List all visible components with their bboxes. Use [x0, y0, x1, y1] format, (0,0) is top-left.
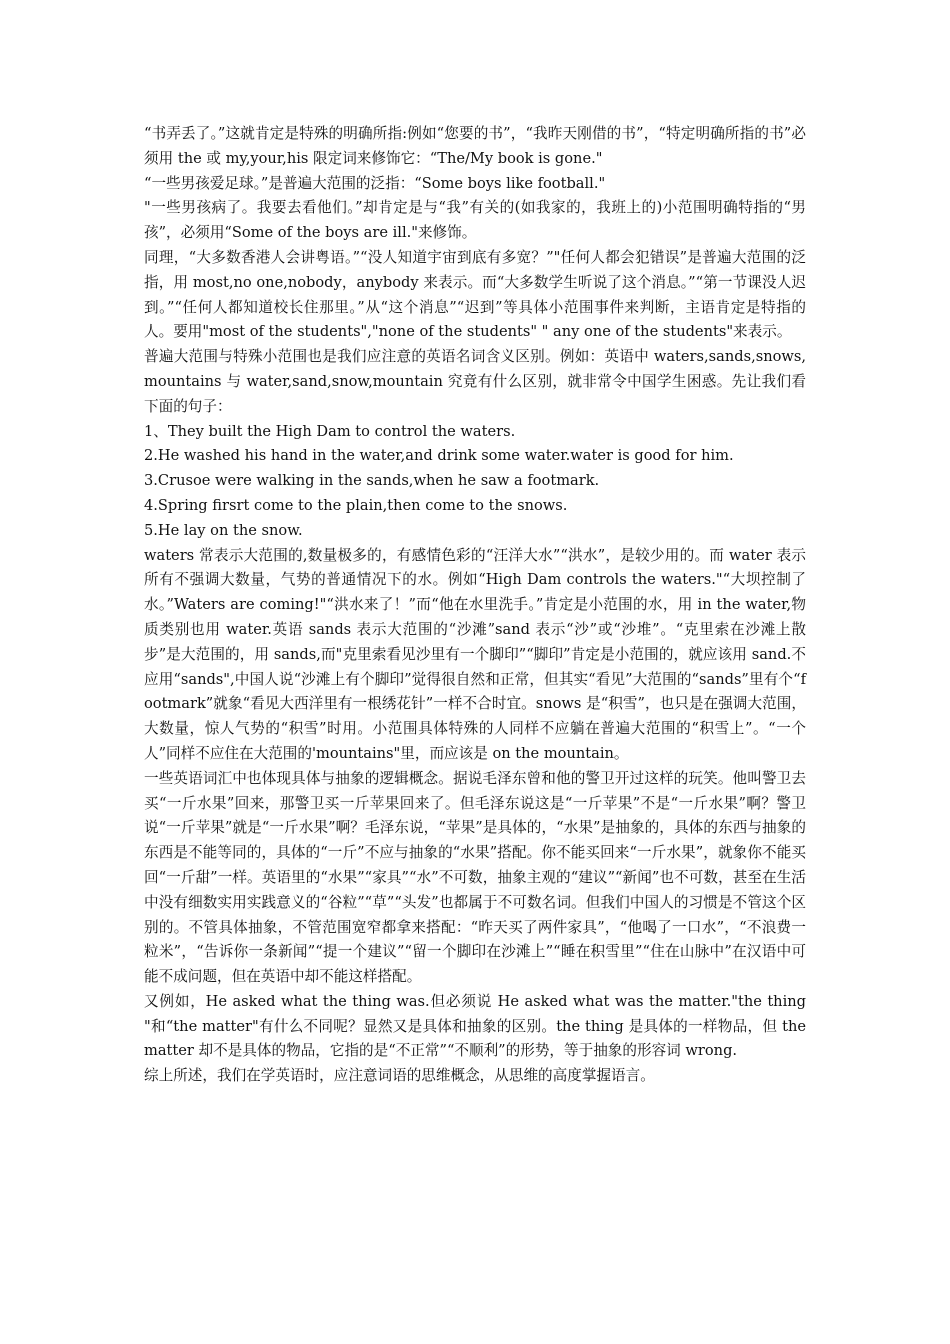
paragraph-4: 同理，“大多数香港人会讲粤语。”“没人知道宇宙到底有多宽？”"任何人都会犯错误”是普遍大范围的泛指，用 most,no one,nobody，anybody 来表示。而“大多数学生听说了这个消息。”“第一节课没人迟到。”“任何人都知道校长住那里。”从“这个消息”“迟到”等具体小范围事件来判断，主语肯定是特指的人。要用"most of the students","none of the students" " any one of the students"来表示。: [144, 248, 806, 341]
paragraph-waters-explanation: waters 常表示大范围的,数量极多的，有感情色彩的“汪洋大水”“洪水”，是较少用的。而 water 表示所有不强调大数量，气势的普通情况下的水。例如“High Dam controls the waters."“大坝控制了水。”Waters are coming!"“洪水来了！”而“他在水里洗手。”肯定是小范围的水，用 in the water,物质类别也用 water.英语 sands 表示大范围的“沙滩”sand 表示“沙”或“沙堆”。“克里索在沙滩上散步”是大范围的，用 sands,而"克里索看见沙里有一个脚印”“脚印”肯定是小范围的，就应该用 sand.不应用“sands",中国人说“沙滩上有个脚印”觉得很自然和正常，但其实“看见”大范围的“sands”里有个“footmark”就象“看见大西洋里有一根绣花针”一样不合时宜。snows 是“积雪”，也只是在强调大范围，大数量，惊人气势的“积雪”时用。小范围具体特殊的人同样不应躺在普遍大范围的“积雪上”。“一个人”同样不应住在大范围的'mountains"里，而应该是 on the mountain。: [144, 546, 806, 762]
example-sentence-5: 5.He lay on the snow.: [144, 521, 303, 539]
document-page: [144, 122, 806, 1089]
example-sentence-3: 3.Crusoe were walking in the sands,when he saw a footmark.: [144, 472, 600, 490]
paragraph-thing-matter: 又例如，He asked what the thing was.但必须说 He asked what was the matter."the thing "和“the matter"有什么不同呢？显然又是具体和抽象的区别。the thing 是具体的一样物品，但 the matter 却不是具体的物品，它指的是“不正常”“不顺利”的形势，等于抽象的形容词 wrong.: [144, 992, 806, 1060]
paragraph-5: 普遍大范围与特殊小范围也是我们应注意的英语名词含义区别。例如：英语中 waters,sands,snows,mountains 与 water,sand,snow,mountain 究竟有什么区别，就非常令中国学生困惑。先让我们看下面的句子：: [144, 348, 806, 415]
paragraph-2: “一些男孩爱足球。”是普遍大范围的泛指：“Some boys like football.": [144, 174, 606, 192]
paragraph-3: "一些男孩病了。我要去看他们。”却肯定是与“我”有关的(如我家的，我班上的)小范围明确特指的“男孩”，必须用“Some of the boys are ill."来修饰。: [144, 199, 806, 242]
example-sentence-4: 4.Spring firsrt come to the plain,then come to the snows.: [144, 496, 568, 514]
paragraph-concrete-abstract: 一些英语词汇中也体现具体与抽象的逻辑概念。据说毛泽东曾和他的警卫开过这样的玩笑。他叫警卫去买“一斤水果”回来，那警卫买一斤苹果回来了。但毛泽东说这是“一斤苹果”不是“一斤水果”啊？警卫说“一斤苹果”就是“一斤水果”啊？毛泽东说，“苹果”是具体的，“水果”是抽象的，具体的东西与抽象的东西是不能等同的，具体的“一斤”不应与抽象的“水果”搭配。你不能买回来“一斤水果”，就象你不能买回“一斤甜”一样。英语里的“水果”“家具”“水”不可数，抽象主观的“建议”“新闻”也不可数，甚至在生活中没有细数实用实践意义的“谷粒”“草”“头发”也都属于不可数名词。但我们中国人的习惯是不管这个区别的。不管具体抽象，不管范围宽窄都拿来搭配：“昨天买了两件家具”，“他喝了一口水”，“不浪费一粒米”，“告诉你一条新闻”“提一个建议”“留一个脚印在沙滩上”“睡在积雪里”“住在山脉中”在汉语中可能不成问题，但在英语中却不能这样搭配。: [144, 769, 806, 986]
paragraph-conclusion: 综上所述，我们在学英语时，应注意词语的思维概念，从思维的高度掌握语言。: [144, 1067, 655, 1085]
paragraph-1: “书弄丢了。”这就肯定是特殊的明确所指:例如“您要的书”，“我昨天刚借的书”，“特定明确所指的书”必须用 the 或 my,your,his 限定词来修饰它：“The/My book is gone.": [144, 125, 806, 167]
example-sentence-1: 1、They built the High Dam to control the waters.: [144, 422, 516, 440]
example-sentence-2: 2.He washed his hand in the water,and drink some water.water is good for him.: [144, 447, 734, 465]
